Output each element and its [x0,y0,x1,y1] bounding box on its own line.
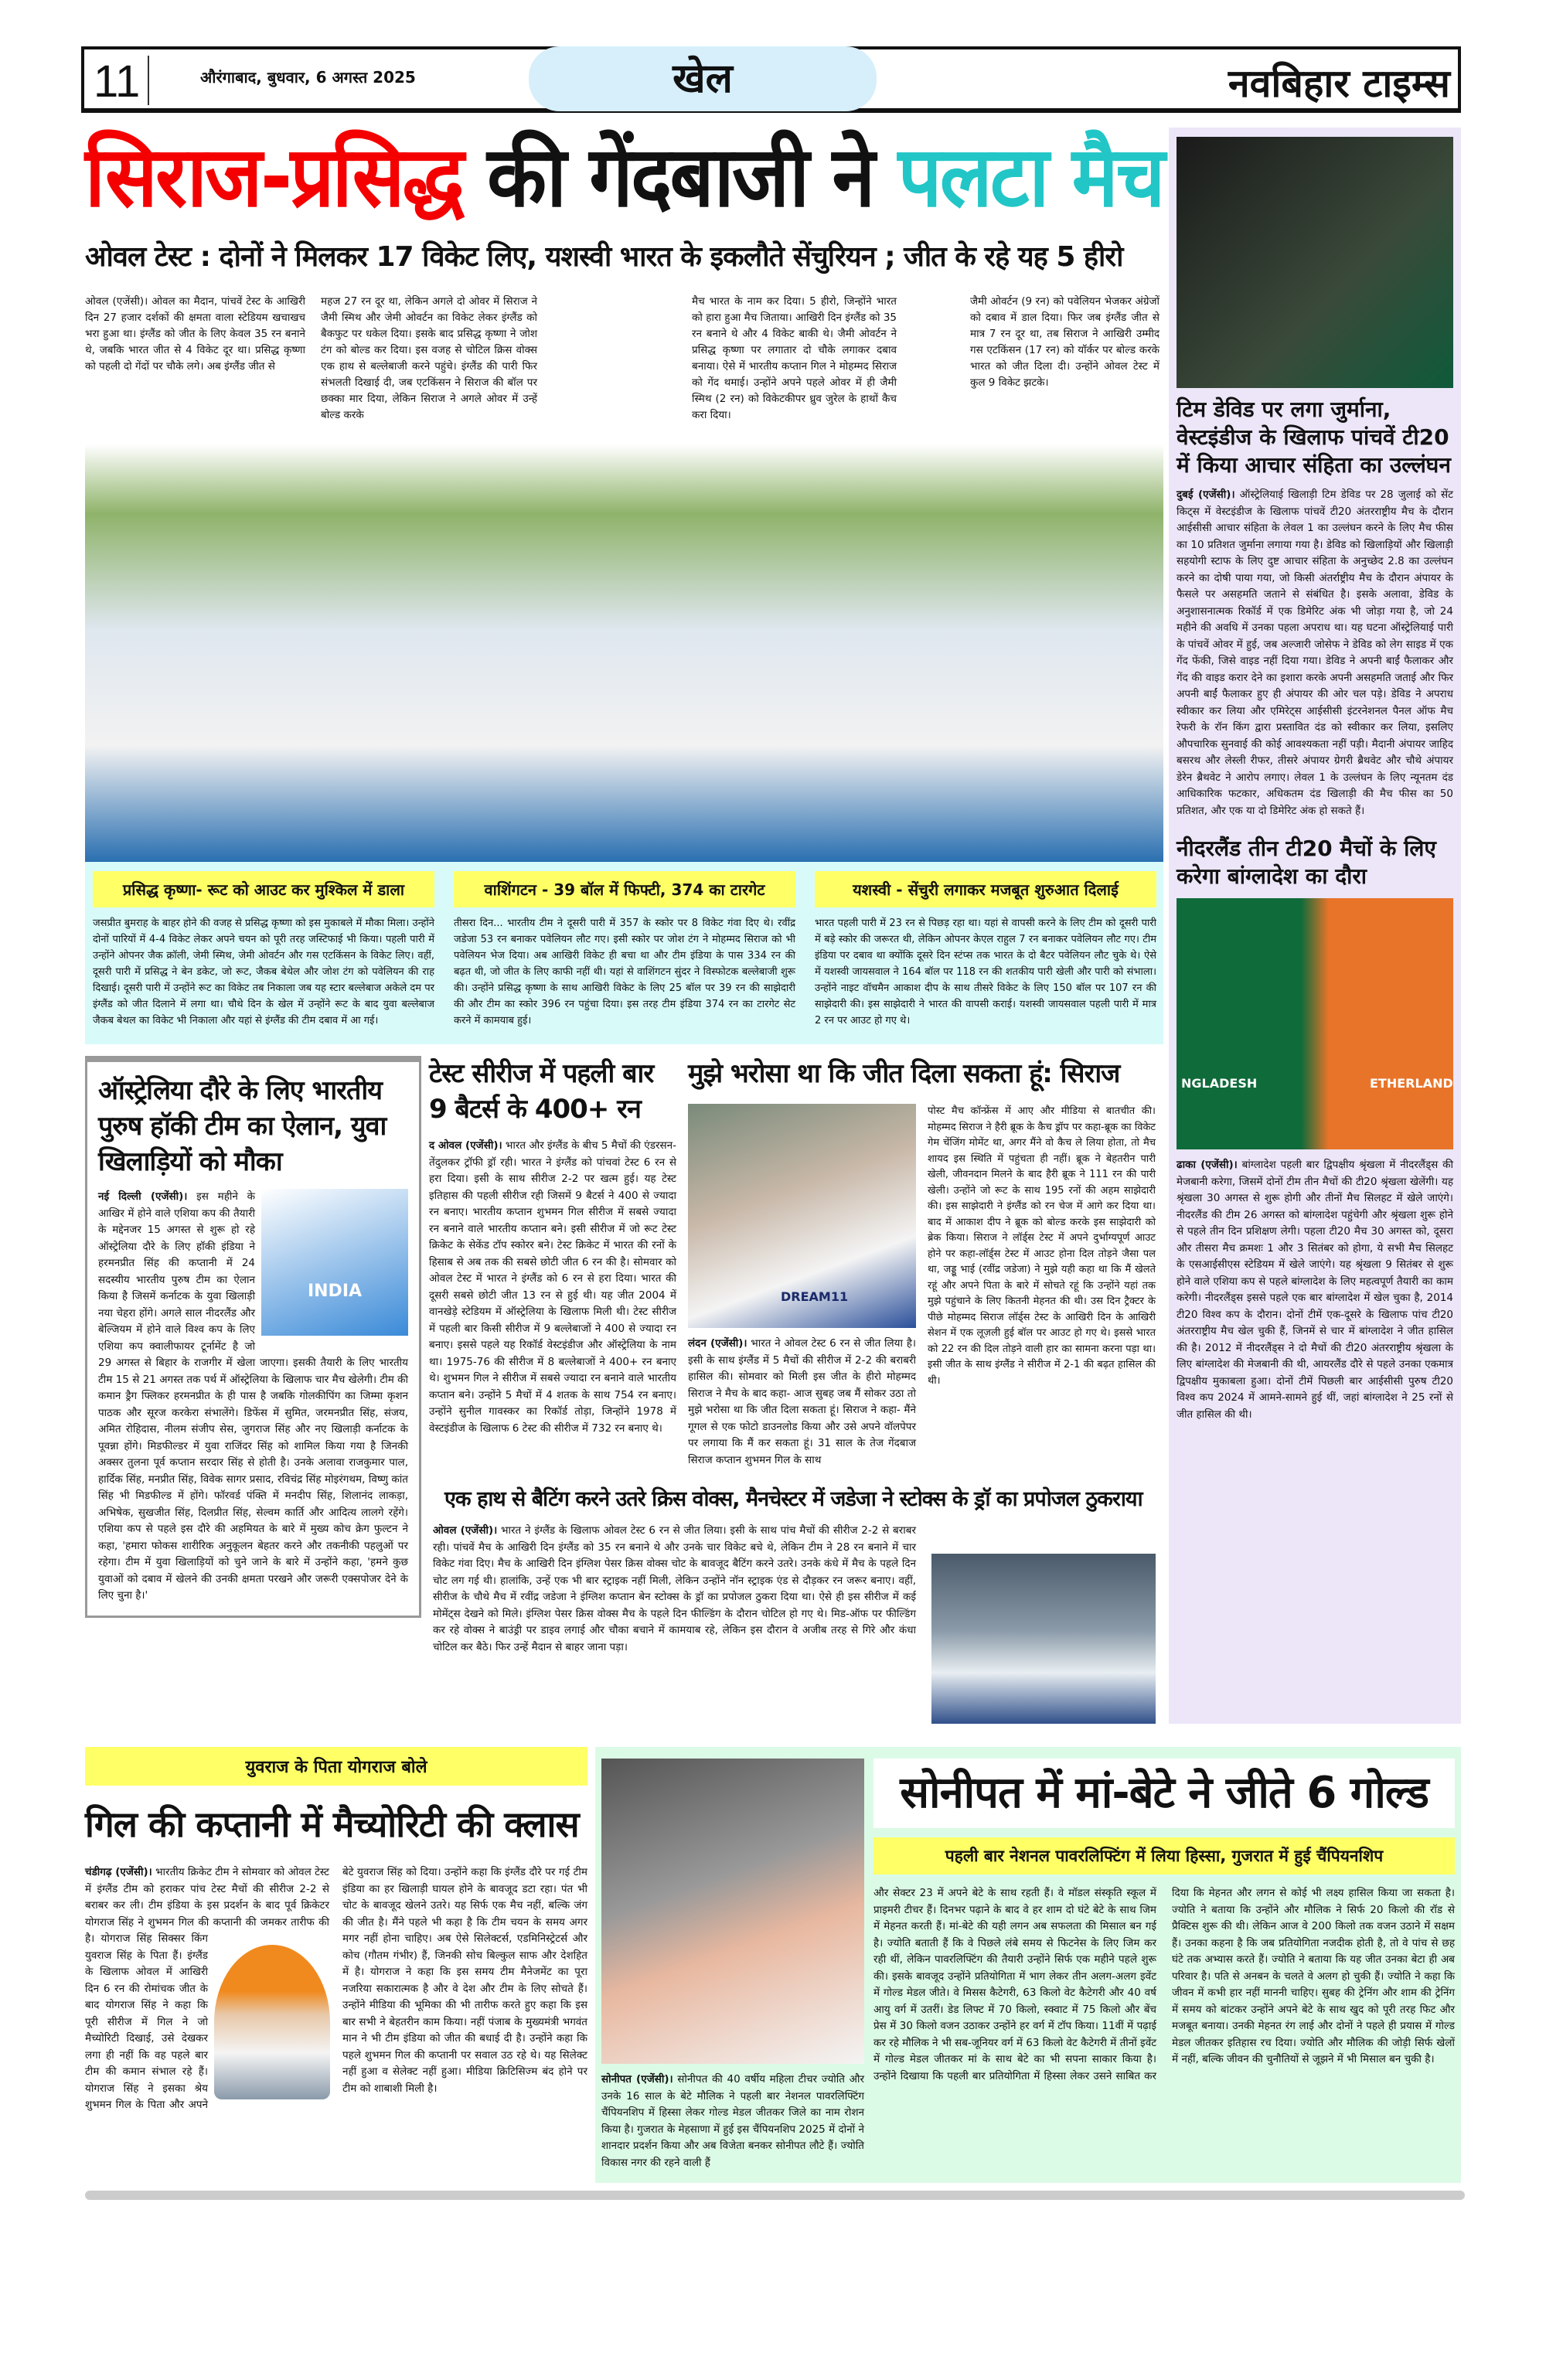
dateline: सोनीपत (एजेंसी)। [601,2073,673,2085]
dateline: चंडीगढ़ (एजेंसी)। [85,1866,152,1878]
sidebar-headline-1: टिम डेविड पर लगा जुर्माना, वेस्टइंडीज के खिलाफ पांचवें टी20 में किया आचार संहिता का उल्लंघन [1177,397,1451,478]
hero-text: तीसरा दिन... भारतीय टीम ने दूसरी पारी में 357 के स्कोर पर 8 विकेट गंवा दिए थे। रवींद्र जडेजा 53 रन बनाकर पवेलियन लौट गए। इसी स्कोर पर जोश टंग ने मोहम्मद सिराज को भी पवेलियन भेज दिया। अब आखिरी विकेट ही बचा था और टीम इंडिया के पास 334 रन की बढ़त थी, जो जीत के लिए काफी नहीं थी। यहां से वाशिंगटन सुंदर ने विस्फोटक बल्लेबाजी शुरू की। उन्होंने प्रसिद्ध कृष्णा के साथ आखिरी विकेट के लिए 25 बॉल पर 39 रन की साझेदारी की और टीम का स्कोर 396 रन पहुंचा दिया। इस तरह टीम इंडिया 374 रन का टारगेट सेट करने में कामयाब हुई। [454,918,795,1027]
woakes-photo [931,1554,1156,1724]
dateline: ढाका (एजेंसी)। [1177,1159,1238,1171]
headline-teal: पलटा मैच [897,129,1163,226]
lead-subheadline: ओवल टेस्ट : दोनों ने मिलकर 17 विकेट लिए, यशस्वी भारत के इकलौते सेंचुरियन ; जीत के रहे यह 5 हीरो [85,241,1123,273]
woakes-body [429,1523,1163,1724]
woakes-headline-box [429,1484,1163,1515]
siraj-headline: मुझे भरोसा था कि जीत दिला सकता हूं: सिराज [688,1058,1120,1089]
hero-washington [454,871,795,1029]
story-text: भारत और इंग्लैंड के बीच 5 मैचों की एंडरसन-तेंदुलकर ट्रॉफी ड्रॉ रही। भारत ने इंग्लैंड को पांचवां टेस्ट 6 रन से हरा दिया। इसी के साथ सीरीज 2-2 पर खत्म हुई। यह टेस्ट इतिहास की पहली सीरीज रही जिसमें 9 बैटर्स ने 400 से ज्यादा रन बनाए। भारतीय कप्तान शुभमन गिल सीरीज में सबसे ज्यादा रन बनाने वाले भारतीय कप्तान बने। इसी सीरीज में जो रूट टेस्ट क्रिकेट के सेकेंड टॉप स्कोरर बने। टेस्ट क्रिकेट में भारत की रनों के हिसाब से अब तक की सबसे छोटी जीत 6 रन की है। सोमवार को ओवल टेस्ट में भारत ने इंग्लैंड को 6 रन से हरा दिया। भारत की दूसरी सबसे छोटी जीत 13 रन से हुई थी। यह जीत 2004 में वानखेड़े स्टेडियम में ऑस्ट्रेलिया के खिलाफ मिली थी। टेस्ट सीरीज में पहली बार किसी सीरीज में 9 बल्लेबाजों ने 400 से ज्यादा रन बनाए। इससे पहले यह रिकॉर्ड वेस्टइंडीज और ऑस्ट्रेलिया के नाम था। 1975-76 की सीरीज में 8 बल्लेबाजों ने 400+ रन बनाए थे। शुभमन गिल ने सीरीज में सबसे ज्यादा रन बनाने वाले भारतीय कप्तान बने। उन्होंने 5 मैचों में 4 शतक के साथ 754 रन बनाए। उन्होंने सुनील गावस्कर का रिकॉर्ड तोड़ा, जिन्होंने 1978 में वेस्टइंडीज के खिलाफ 6 टेस्ट की सीरीज में 732 रन बनाए थे। [429,1139,677,1435]
hockey-player-photo [261,1189,408,1336]
sonipat-headline: सोनीपत में मां-बेटे ने जीते 6 गोल्ड [900,1768,1429,1818]
lead-subheadline-box [85,236,1163,282]
story-text: सोनीपत की 40 वर्षीय महिला टीचर ज्योति और उनके 16 साल के बेटे मौलिक ने पहली बार नेशनल पावरलिफ्टिंग चैंपियनशिप में हिस्सा लेकर गोल्ड मेडल जीतकर जिले का नाम रोशन किया है। गुजरात के मेहसाणा में हुई इस चैंपियनशिप 2025 में दोनों ने शानदार प्रदर्शन किया और अब विजेता बनकर सोनीपत लौटे हैं। ज्योति विकास नगर की रहने वाली हैं [601,2073,864,2169]
dateline: ओवल (एजेंसी)। [433,1524,498,1537]
mother-son-photo [601,1759,864,2064]
hero-heading-box [454,871,795,907]
middle-top-row [429,1056,1163,1469]
hero-yashasvi [815,871,1156,1029]
gill-kicker-box [85,1747,587,1786]
lead-col-1: ओवल (एजेंसी)। ओवल का मैदान, पांचवें टेस्ट के आखिरी दिन 27 हजार दर्शकों की क्षमता वाला स्टेडियम खचाखच भरा हुआ था। इंग्लैंड को जीत के लिए केवल 35 रन बनाने थे, जबकि भारत जीत से 4 विकेट दूर था। प्रसिद्ध कृष्णा को पहली दो गेंदों पर चौके लगे। अब इंग्लैंड जीत से [85,295,305,373]
woakes-headline: एक हाथ से बैटिंग करने उतरे क्रिस वोक्स, मैनचेस्टर में जडेजा ने स्टोक्स के ड्रॉ का प्रपोजल ठुकराया [444,1487,1142,1511]
siraj-left-column [688,1104,916,1469]
main-column [85,128,1163,1724]
sonipat-right-column [873,1759,1455,2171]
hero-prasidh [93,871,434,1029]
hero-heading: यशस्वी - सेंचुरी लगाकर मजबूत शुरुआत दिलाई [853,880,1119,899]
hockey-headline: ऑस्ट्रेलिया दौरे के लिए भारतीय पुरुष हॉकी टीम का ऐलान, युवा खिलाड़ियों को मौका [98,1075,386,1177]
siraj-body [688,1104,1163,1469]
page-header [81,46,1461,113]
lead-col-2: महज 27 रन दूर था, लेकिन अगले दो ओवर में सिराज ने जैमी स्मिथ और जेमी ओवर्टन का विकेट लेकर इंग्लैंड को बैकफुट पर धकेल दिया। इसके बाद प्रसिद्ध कृष्णा ने जोश टंग को बोल्ड कर दिया। इस वजह से चोटिल क्रिस वोक्स एक हाथ से बल्लेबाजी करने पहुंचे। इंग्लैंड की पारी फिर संभलती दिखाई दी, जब एटकिंसन ने सिराज की बॉल पर छक्का मार दिया, लेकिन सिराज ने अगले ओवर में उन्हें बोल्ड करके [321,295,537,421]
gill-headline-box [85,1801,587,1847]
siraj-photo [688,1104,916,1328]
bottom-section [85,1747,1461,2183]
dateline: दुबई (एजेंसी)। [1177,489,1235,501]
dateline: लंदन (एजेंसी)। [688,1337,747,1350]
woakes-text [429,1523,916,1656]
masthead: नवबिहार टाइम्स [1228,61,1450,106]
page-footer-rule [85,2191,1465,2200]
bangladesh-netherlands-photo [1177,898,1453,1149]
test-series-headline: टेस्ट सीरीज में पहली बार 9 बैटर्स के 400+ रन [429,1058,654,1125]
tim-david-photo [1177,137,1453,388]
siraj-headline-box [688,1056,1163,1091]
hero-heading: प्रसिद्ध कृष्णा- रूट को आउट कर मुश्किल में डाला [122,880,405,899]
hockey-story [85,1056,421,1618]
siraj-text-left [688,1336,916,1469]
dateline: द ओवल (एजेंसी)। [429,1139,502,1152]
lead-photo-area [85,282,1163,862]
lead-col-4: जैमी ओवर्टन (9 रन) को पवेलियन भेजकर अंग्रेजों को दबाव में डाल दिया। फिर जब इंग्लैंड जीत से मात्र 7 रन दूर था, तब सिराज ने आखिरी उम्मीद गस एटकिंसन (17 रन) को यॉर्कर पर बोल्ड करके भारत को जीत दिला दी। उन्होंने ओवल टेस्ट में कुल 9 विकेट झटके। [970,295,1160,389]
sidebar-story-2 [1177,1157,1453,1423]
gill-kicker: युवराज के पिता योगराज बोले [245,1758,427,1777]
page-body [85,128,1461,2200]
hero-heading-box [815,871,1156,907]
test-series-story [429,1056,676,1437]
sidebar-story-1 [1177,487,1453,819]
upper-section [85,128,1461,1724]
gill-story [85,1747,587,2183]
jersey-text: NGLADESH [1181,1076,1258,1091]
headline-black: की गेंदबाजी ने [487,129,873,226]
sonipat-text: और सेक्टर 23 में अपने बेटे के साथ रहती हैं। वे मॉडल संस्कृति स्कूल में प्राइमरी टीचर हैं। दिनभर पढ़ाने के बाद वे हर शाम दो घंटे बेटे के साथ जिम में मेहनत करती हैं। मां-बेटे की यही लगन अब सफलता की मिसाल बन गई है। ज्योति बताती हैं कि वे पिछले लंबे समय से फिटनेस के लिए जिम कर रही थीं, लेकिन पावरलिफ्टिंग की तैयारी उन्होंने सिर्फ एक महीने पहले शुरू की। इसके बावजूद उन्होंने प्रतियोगिता में भाग लेकर तीन अलग-अलग इवेंट में गोल्ड मेडल जीते। वे मिसस कैटेगरी, 63 किलो वेट कैटेगरी और 40 वर्ष आयु वर्ग में उतरीं। डेड लिफ्ट में 70 किलो, स्क्वाट में 75 किलो और बेंच प्रेस में 30 किलो वजन उठाकर उन्होंने हर वर्ग में टॉप किया। 11वीं में पढ़ाई कर रहे मौलिक ने भी सब-जूनियर वर्ग में 63 किलो वेट कैटेगरी में तीनों इवेंट में गोल्ड मेडल जीतकर मां के साथ बेटे का भी सपना साकार किया है। उन्होंने दिखाया कि पहली बार प्रतियोगिता में हिस्सा लेकर उसने साबित कर दिया कि मेहनत और लगन से कोई भी लक्ष्य हासिल किया जा सकता है। ज्योति ने बताया कि उन्होंने और मौलिक ने सिर्फ 20 किलो की रॉड से प्रैक्टिस शुरू की थी। लेकिन आज वे 200 किलो तक वजन उठाने में सक्षम हैं। उनका कहना है कि जब प्रतियोगिता नजदीक होती है, तो वे पांच से छह घंटे तक अभ्यास करते हैं। ज्योति ने बताया कि यह जीत उनका बेटा ही अब परिवार है। पति से अनबन के चलते वे अलग हो चुकी हैं। ज्योति ने कहा कि जीवन में कभी हार नहीं माननी चाहिए। सुबह की ट्रेनिंग और शाम की ट्रेनिंग में समय को बांटकर उन्होंने अपने बेटे के साथ खुद को पूरी तरह फिट और मजबूत बनाया। उनकी मेहनत रंग लाई और दोनों ने पहले ही प्रयास में गोल्ड मेडल जीतकर इतिहास रच दिया। ज्योति और मौलिक की जोड़ी सिर्फ खेलों में नहीं, बल्कि जीवन की चुनौतियों से जूझने में भी मिसाल बन चुकी है। [873,1887,1455,2082]
page-number: 11 [94,56,149,105]
gill-text [85,1864,587,2114]
sonipat-headline-box [873,1759,1455,1828]
lead-col-3: मैच भारत के नाम कर दिया। 5 हीरो, जिन्होंने भारत को हारा हुआ मैच जिताया। आखिरी दिन इंग्लैंड को 35 रन बनाने थे और 4 विकेट बाकी थे। जैमी ओवर्टन ने प्रसिद्ध कृष्णा पर लगातार दो चौके लगाकर दबाव बनाया। ऐसे में भारतीय कप्तान गिल ने मोहम्मद सिराज को गेंद थमाई। उन्होंने अपने पहले ओवर में ही जैमी स्मिथ (2 रन) को विकेटकीपर ध्रुव जुरेल के हाथों कैच करा दिया। [692,295,897,421]
heroes-strip [85,862,1163,1044]
lead-headline-box [85,128,1163,236]
story-text: ऑस्ट्रेलियाई खिलाड़ी टिम डेविड पर 28 जुलाई को सेंट किट्स में वेस्टइंडीज के खिलाफ पांचवें टी20 अंतरराष्ट्रीय मैच के दौरान आईसीसी आचार संहिता के लेवल 1 का उल्लंघन करने के लिए मैच फीस का 10 प्रतिशत जुर्माना लगाया गया है। डेविड को खिलाड़ियों और खिलाड़ी सहयोगी स्टाफ के लिए दुष्ट आचार संहिता के अनुच्छेद 2.8 का उल्लंघन करने का दोषी पाया गया, जो किसी अंतर्राष्ट्रीय मैच के दौरान अंपायर के फैसले पर असहमति जताने से संबंधित है। इसके अलावा, डेविड के अनुशासनात्मक रिकॉर्ड में एक डिमेरिट अंक भी जोड़ा गया है, जो 24 महीने की अवधि में उनका पहला अपराध था। यह घटना ऑस्ट्रेलियाई पारी के पांचवें ओवर में हुई, जब अल्जारी जोसेफ ने डेविड को लेग साइड में एक गेंद फेंकी, जिसे वाइड नहीं दिया गया। डेविड ने अपनी बाईं फैलाकर और गेंद की वाइड करार देने का इशारा करके अपनी असहमति जताई और फिर अपनी बाईं फैलाकर हुए ही अंपायर की ओर चल पड़े। डेविड ने अपराध स्वीकार कर लिया और एमिरेट्स आईसीसी इंटरनेशनल पैनल ऑफ मैच रेफरी के रॉन किंग द्वारा प्रस्तावित दंड को स्वीकार कर लिया, इसलिए औपचारिक सुनवाई की कोई आवश्यकता नहीं पड़ी। मैदानी अंपायर जाहिद बसरथ और लेस्ली रीफर, तीसरे अंपायर ग्रेगरी ब्रैथवेट और चौथे अंपायर डेरेन ब्रैथवेट ने आरोप लगाए। लेवल 1 के उल्लंघन के लिए न्यूनतम दंड आधिकारिक फटकार, अधिकतम दंड खिलाड़ी की मैच फीस का 50 प्रतिशत, और एक या दो डिमेरिट अंक हो सकते हैं। [1177,489,1453,817]
hero-heading-box [93,871,434,907]
siraj-story [688,1056,1163,1469]
lead-headline [85,128,1163,228]
sonipat-story [595,1747,1461,2183]
dateline: नई दिल्ली (एजेंसी)। [98,1190,188,1203]
section-label: खेल [529,46,877,111]
sonipat-left-column [601,1759,864,2171]
story-text: भारत ने इंग्लैंड के खिलाफ ओवल टेस्ट 6 रन से जीत लिया। इसी के साथ पांच मैचों की सीरीज 2-2 से बराबर रही। पांचवें मैच के आखिरी दिन इंग्लैंड को 35 रन बनाने थे और उनके चार विकेट बचे थे, लेकिन टीम ने 28 रन बनाने में चार विकेट गंवा दिए। मैच के आखिरी दिन इंग्लिश पेसर क्रिस वोक्स चोट के बावजूद बैटिंग करने उतरे। उनके कंधे में मैच के पहले दिन चोट लग गई थी। हालांकि, उन्हें एक भी बार स्ट्राइक नहीं मिली, लेकिन उन्होंने नॉन स्ट्राइक एंड से दौड़कर रन जरूर बनाए। वहीं, सीरीज के चौथे मैच में रवींद्र जडेजा ने इंग्लिश कप्तान बेन स्टोक्स के ड्रॉ का प्रपोजल ठुकरा दिया था। ऐसे ही इस सीरीज में कई मोमेंट्स देखने को मिले। इंग्लिश पेसर क्रिस वोक्स मैच के पहले दिन फील्डिंग के दौरान चोटिल हो गए थे। मिड-ऑफ पर फील्डिंग कर रहे वोक्स ने बाउंड्री पर डाइव लगाई और चौका बचाने में कामयाब रहे, लेकिन इस दौरान वे अजीब तरह से गिरे और कंधा चोटिल कर बैठे। फिर उन्हें मैदान से बाहर जाना पड़ा। [433,1524,916,1653]
hero-text: भारत पहली पारी में 23 रन से पिछड़ रहा था। यहां से वापसी करने के लिए टीम को दूसरी पारी में बड़े स्कोर की जरूरत थी, लेकिन ओपनर केएल राहुल 7 रन बनाकर पवेलियन लौट गए। टीम इंडिया पर दबाव था क्योंकि दूसरे दिन स्टंप्स तक भारत के दो बैटर पवेलियन लौट चुके थे। ऐसे में यशस्वी जायसवाल ने 164 बॉल पर 118 रन की शतकीय पारी खेली और पारी को संभाला। उन्होंने नाइट वॉचमैन आकाश दीप के साथ तीसरे विकेट के लिए 150 बॉल पर 107 रन की साझेदारी की। इस साझेदारी ने भारत की वापसी कराई। यशस्वी जायसवाल पहली पारी में मात्र 2 रन पर आउट हो गए थे। [815,918,1156,1027]
sonipat-subheadline-box [873,1837,1455,1874]
story-text: बांग्लादेश पहली बार द्विपक्षीय श्रृंखला में नीदरलैंड्स की मेजबानी करेगा, जिसमें दोनों टीम तीन मैचों की टी20 श्रृंखला खेलेंगी। यह श्रृंखला 30 अगस्त से शुरू होगी और तीनों मैच सिलहट में खेले जाएंगे। नीदरलैंड की टीम 26 अगस्त को बांग्लादेश पहुंचेगी और श्रृंखला शुरू होने से पहले तीन दिन प्रशिक्षण लेगी। पहला टी20 मैच 30 अगस्त को, दूसरा और तीसरा मैच क्रमशः 1 और 3 सितंबर को होगा, ये सभी मैच सिलहट के एसआईसीएस स्टेडियम में खेले जाएंगे। यह श्रृंखला 9 सितंबर से शुरू होने वाले एशिया कप से पहले बांग्लादेश के लिए महत्वपूर्ण तैयारी का काम करेगी। नीदरलैंड्स इससे पहले एक बार बांग्लादेश में खेल चुका है, 2014 टी20 विश्व कप के दौरान। दोनों टीमें एक-दूसरे के खिलाफ पांच टी20 अंतरराष्ट्रीय मैच खेल चुकी हैं, जिनमें से चार में बांग्लादेश ने जीत हासिल की है। 2012 में नीदरलैंड्स ने दो मैचों की टी20 अंतरराष्ट्रीय श्रृंखला के लिए बांग्लादेश की मेजबानी की थी, आयरलैंड दौरे से पहले उनका एकमात्र द्विपक्षीय मुकाबला हुआ। दोनों टीमें पिछली बार आईसीसी पुरुष टी20 विश्व कप 2024 में आमने-सामने हुई थीं, जहां बांग्लादेश ने 25 रनों से जीत हासिल की थी। [1177,1159,1453,1421]
story-text: इस महीने के आखिर में होने वाले एशिया कप की तैयारी के मद्देनजर 15 अगस्त से शुरू हो रहे ऑस्ट्रेलिया दौरे के लिए हॉकी इंडिया ने हरमनप्रीत सिंह की कप्तानी में 24 सदस्यीय भारतीय पुरुष टीम का ऐलान किया है जिसमें कर्नाटक के युवा खिलाड़ी नया चेहरा होंगे। अगले साल नीदरलैंड और बेल्जियम में होने वाले विश्व कप के लिए एशिया कप क्वालीफायर टूर्नामेंट है जो 29 अगस्त से बिहार के राजगीर में खेला जाएगा। इसकी तैयारी के लिए भारतीय टीम 15 से 21 अगस्त तक पर्थ में ऑस्ट्रेलिया के खिलाफ चार मैच खेलेगी। टीम की कमान ड्रैग फ्लिकर हरमनप्रीत के ही पास है जबकि गोलकीपिंग का जिम्मा कृशन पाठक और सूरज करकेरा संभालेंगे। डिफेंस में सुमित, जरमनप्रीत सिंह, संजय, अमित रोहिदास, नीलम संजीप सेस, जुगराज सिंह और नए खिलाड़ी कर्नाटक के पूवन्ना होंगे। मिडफील्डर में युवा राजिंदर सिंह को शामिल किया गया है जिनकी अक्सर तुलना पूर्व कप्तान सरदार सिंह से होती है। उनके अलावा राजकुमार पाल, हार्दिक सिंह, मनप्रीत सिंह, विवेक सागर प्रसाद, रविचंद्र सिंह मोइरंगथम, विष्णु कांत सिंह भी मिडफील्ड में होंगे। फॉरवर्ड पंक्ति में मनदीप सिंह, शिलानंद लाकड़ा, अभिषेक, सुखजीत सिंह, दिलप्रीत सिंह, सेल्वम कार्ति और आदित्य लालगे रहेंगे। एशिया कप से पहले इस दौरे की अहमियत के बारे में मुख्य कोच क्रेग फुल्टन ने कहा, 'हमारा फोकस शारीरिक अनुकूलन बेहतर करने और तकनीकी पहलुओं पर रहेगा। टीम में युवा खिलाड़ियों को चुने जाने के बारे में उन्होंने कहा, 'हमने कुछ युवाओं को दबाव में खेलने की उनकी क्षमता परखने और जरूरी एक्सपोजर देने के लिए चुना है।' [98,1190,408,1602]
siraj-text-right: पोस्ट मैच कॉन्फ्रेंस में आए और मीडिया से बातचीत की। मोहम्मद सिराज ने हैरी ब्रूक के कैच ड्रॉप पर कहा-ब्रूक का विकेट गेम चेंजिंग मोमेंट था, अगर मैंने वो कैच ले लिया होता, तो मैच शायद इस स्थिति में पहुंचता ही नहीं। ब्रूक ने बेहतरीन पारी खेली, जीवनदान मिलने के बाद हैरी ब्रूक ने 111 रन की पारी खेली। उन्होंने जो रूट के साथ 195 रनों की अहम साझेदारी की। इस साझेदारी ने इंग्लैंड को रन चेज में आगे कर दिया था। बाद में आकाश दीप ने ब्रूक को बोल्ड करके इस साझेदारी को ब्रेक किया। सिराज ने लॉर्ड्स टेस्ट में अपने दुर्भाग्यपूर्ण आउट होने पर कहा-लॉर्ड्स टेस्ट में आउट होना दिल तोड़ने जैसा पल था, जड्डू भाई (रवींद्र जडेजा) ने मुझे यही कहा था कि मैं खेलते रहूं और अपने पिता के बारे में सोचते रहूं कि उन्होंने यहां तक मुझे पहुंचाने के लिए कितनी मेहनत की थी। उस दिन ट्रैक्टर के पीछे मोहम्मद सिराज लॉर्ड्स टेस्ट के आखिरी दिन के आखिरी सेशन में एक लूज़ली हुई बॉल पर आउट हो गए थे। इससे भारत को 22 रन की दिल तोड़ने वाली हार का सामना करना पड़ा था। इसी जीत के साथ इंग्लैंड ने सीरीज में 2-1 की बढ़त हासिल की थी। [928,1105,1156,1387]
hero-text: जसप्रीत बुमराह के बाहर होने की वजह से प्रसिद्ध कृष्णा को इस मुकाबले में मौका मिला। उन्होंने दोनों पारियों में 4-4 विकेट लेकर अपने चयन को पूरी तरह जस्टिफाई भी किया। पहली पारी में उन्होंने ओपनर जैक क्रॉली, जेमी स्मिथ, जेमी ओवर्टन और गस एटकिंसन के विकेट लिए। वहीं, दूसरी पारी में प्रसिद्ध ने बेन डकेट, जो रूट, जैकब बेथेल और जोश टंग को पवेलियन की राह दिखाई। दूसरी पारी में उन्होंने रूट का विकेट तब निकाला जब यह स्टार बल्लेबाज अकेले दम पर इंग्लैंड को जीत दिलाने में लगा था। चौथे दिन के खेल में उन्होंने रूट के बाद युवा बल्लेबाज जैकब बेथल का विकेट भी निकाला और यहां से इंग्लैंड की टीम दबाव में आ गई। [93,918,434,1027]
test-series-text [429,1138,676,1437]
woakes-story [429,1484,1163,1724]
sonipat-lead-text [601,2072,864,2171]
story-text: भारतीय क्रिकेट टीम ने सोमवार को ओवल टेस्ट में इंग्लैंड टीम को हराकर पांच टेस्ट मैचों की सीरीज 2-2 से बराबर कर ली। टीम इंडिया के इस प्रदर्शन के बाद पूर्व क्रिकेटर योगराज सिंह ने शुभमन गिल की कप्तानी की जमकर तारीफ की है। योगराज सिंह सिक्सर किंग युवराज सिंह के पिता हैं। इंग्लैंड के खिलाफ ओवल में आखिरी दिन 6 रन की रोमांचक जीत के बाद योगराज सिंह ने कहा कि पूरी सीरीज में गिल ने जो मैच्योरिटी दिखाई, उसे देखकर लगा ही नहीं कि वह पहले बार टीम की कमान संभाल रहे हैं। योगराज सिंह ने इसका श्रेय शुभमन गिल के पिता और अपने बेटे युवराज सिंह को दिया। उन्होंने कहा कि इंग्लैंड दौरे पर गई टीम इंडिया का हर खिलाड़ी घायल होने के बावजूद डटा रहा। पंत भी चोट के बावजूद खेलने उतरे। यह सिर्फ एक मैच नहीं, बल्कि जंग की जीत है। मैंने पहले भी कहा है कि टीम चयन के समय अगर मगर नहीं होना चाहिए। अब ऐसे सिलेक्टर्स, एडमिनिस्ट्रेटर्स और कोच (गौतम गंभीर) हैं, जिनकी सोच बिल्कुल साफ और देशहित में है। योगराज ने कहा कि इस समय टीम मैनेजमेंट का पूरा नजरिया सकारात्मक है और वे देश और टीम के लिए सोचते हैं। उन्होंने मीडिया की भूमिका की भी तारीफ करते हुए कहा कि इस बार सभी ने बेहतरीन काम किया। नहीं पंजाब के मुख्यमंत्री भगवंत मान ने भी टीम इंडिया को जीत की बधाई दी है। उन्होंने कहा कि पहले शुभमन गिल की कप्तानी पर सवाल उठ रहे थे। यह सिलेक्ट नहीं हुआ व सेलेक्ट नहीं हुआ। मीडिया क्रिटिसिज्म बंद होने पर टीम को शाबाशी मिली है। [85,1866,587,2111]
sidebar-headline-2: नीदरलैंड तीन टी20 मैचों के लिए करेगा बांग्लादेश का दौरा [1177,836,1436,889]
middle-right [429,1056,1163,1724]
middle-section [85,1056,1163,1724]
headline-red: सिराज-प्रसिद्ध [85,129,463,226]
jersey-text: INDIA [307,1282,363,1301]
right-sidebar [1169,128,1461,1724]
float-spacer [329,1864,330,1942]
story-text: भारत ने ओवल टेस्ट 6 रन से जीत लिया है। इसी के साथ इंग्लैंड में 5 मैचों की सीरीज में 2-2 की बराबरी हासिल की। सोमवार को मिली इस जीत के हीरो मोहम्मद सिराज ने मैच के बाद कहा- आज सुबह जब मैं सोकर उठा तो मुझे भरोसा था कि जीत दिला सकता हूं। सिराज ने कहा- मैंने गूगल से एक फोटो डाउनलोड किया और उसे अपने वॉलपेपर पर लगाया कि मैं कर सकता हूं। 31 साल के तेज गेंदबाज सिराज कप्तान शुभमन गिल के साथ [688,1337,916,1466]
yograj-singh-photo [214,1945,330,2099]
jersey-text: ETHERLAND [1370,1076,1453,1091]
sonipat-subheadline: पहली बार नेशनल पावरलिफ्टिंग में लिया हिस्सा, गुजरात में हुई चैंपियनशिप [945,1847,1384,1865]
jersey-text: DREAM11 [781,1289,849,1304]
dateline: औरंगाबाद, बुधवार, 6 अगस्त 2025 [200,68,416,87]
hero-heading: वाशिंगटन - 39 बॉल में फिफ्टी, 374 का टारगेट [484,880,765,899]
gill-headline: गिल की कप्तानी में मैच्योरिटी की क्लास [85,1803,579,1845]
